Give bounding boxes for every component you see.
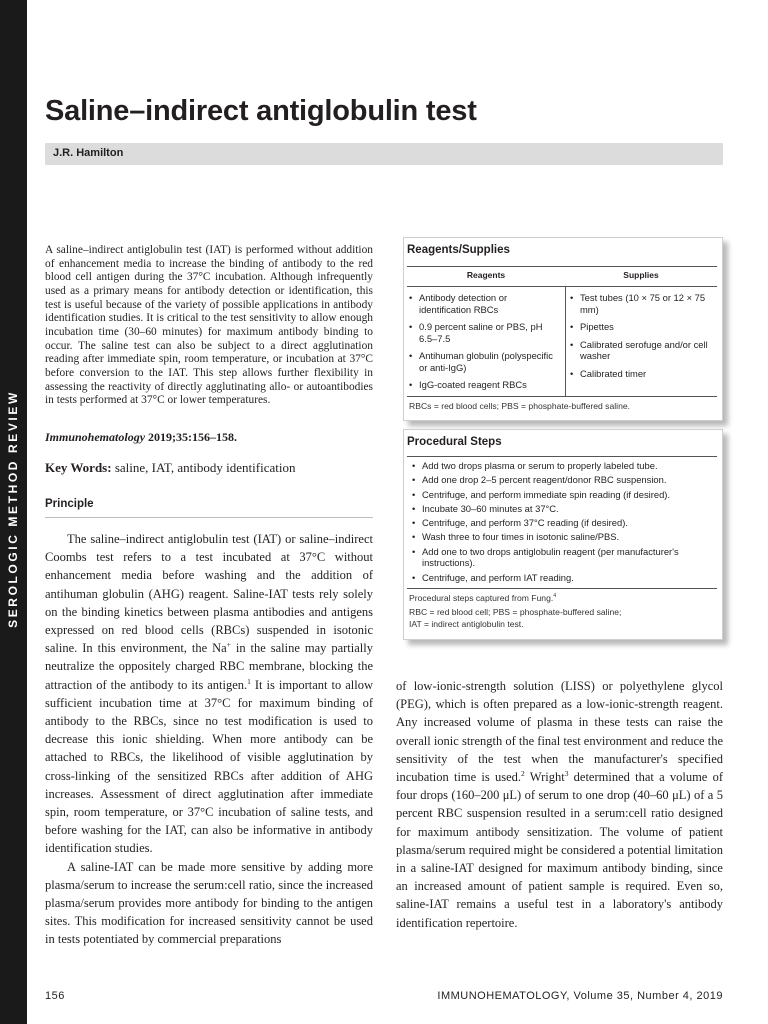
keywords-label: Key Words: <box>45 460 112 475</box>
principle-body-right <box>396 677 723 932</box>
procedural-steps-box <box>403 429 723 640</box>
citation <box>45 430 373 445</box>
page-number: 156 <box>45 990 65 1002</box>
col-header-supplies: Supplies <box>623 270 659 280</box>
list-item: • Add one drop 2–5 percent reagent/donor RBC suspension. <box>412 474 712 486</box>
sodium-charge-sup: + <box>226 640 231 650</box>
table-bottom-rule <box>407 396 717 397</box>
list-item: • Pipettes <box>570 321 716 333</box>
list-item: • Add one to two drops antiglobulin reagent (per manufacturer's instructions). <box>412 546 712 569</box>
steps-top-rule <box>407 456 717 457</box>
list-item: • Antihuman globulin (polyspecific or anti-IgG) <box>409 350 559 373</box>
list-item: • Incubate 30–60 minutes at 37°C. <box>412 503 712 515</box>
list-item: • Test tubes (10 × 75 or 12 × 75 mm) <box>570 292 716 315</box>
ref-2: 2 <box>521 768 525 778</box>
reagents-supplies-box <box>403 237 723 421</box>
steps-footnote-source <box>409 593 556 604</box>
table-header-rule <box>407 286 717 287</box>
list-item: • Centrifuge, and perform 37°C reading (if desired). <box>412 517 712 529</box>
list-item: • Calibrated timer <box>570 368 716 380</box>
steps-bottom-rule <box>407 588 717 589</box>
reagents-list <box>409 292 559 391</box>
principle-body-left <box>45 530 373 949</box>
ref-3: 3 <box>564 768 569 778</box>
ref-1: 1 <box>247 676 251 686</box>
p1-text-c: It is important to allow sufficient incubation time at 37°C for maximum binding of antibody to the RBCs, since no test modification is used to decrease this ionic shielding. When more antibody can be attached to RBCs, the likelihood of visible agglutination by cross-linking of the sensitized RBCs after addition of AHG increases. Assessment of direct agglutination after immediate spin, room temperature, or 37°C incubation of saline tests, and before washing for the IAT, can also be informative in antibody identification studies. <box>45 677 374 856</box>
list-item: • 0.9 percent saline or PBS, pH 6.5–7.5 <box>409 321 559 344</box>
section-sidebar <box>0 0 27 1024</box>
principle-paragraph-2: A saline-IAT can be made more sensitive by adding more plasma/serum to increase the serum:cell ratio, since the increased plasma/serum provides more antibody for binding to the antigen sites. This modification for increased sensitivity cannot be used in tests potentiated by commercial preparations <box>45 859 373 947</box>
col-header-reagents: Reagents <box>466 270 506 280</box>
list-item: • IgG-coated reagent RBCs <box>409 379 559 391</box>
article-title: Saline–indirect antiglobulin test <box>45 95 477 127</box>
keywords-text: saline, IAT, antibody identification <box>114 460 296 475</box>
p1-text-b: in the saline may partially neutralize the oppositely charged RBC membrane, blocking the attraction of the antibody to its antigen. <box>45 641 373 692</box>
section-divider <box>45 517 373 518</box>
author-name: J.R. Hamilton <box>53 147 124 159</box>
citation-journal: Immunohematology <box>45 430 146 444</box>
section-heading-principle: Principle <box>45 498 94 510</box>
list-item: • Calibrated serofuge and/or cell washer <box>570 339 716 362</box>
steps-list <box>412 460 712 583</box>
p3-text-c: determined that a volume of four drops (160–200 μL) of serum to one drop (40–60 μL) of a 5 percent RBC suspension resulted in a serum:cell ratio designed for maximum antibody sensitization. The volume of patient plasma/serum required might be considered a potential limitation in a saline-IAT designed for maximum antibody binding, since an increased amount of patient sample is required. Even so, saline-IAT remains a useful test in a laboratory's antibody identification repertoire. <box>396 770 723 930</box>
ref-4: 4 <box>553 593 557 600</box>
abstract: A saline–indirect antiglobulin test (IAT) is performed without addition of enhancement media to increase the binding of antibody to the red blood cell antigen during the 37°C incubation. Although infrequently used as a primary means for antibody detection or identification, this test is useful because of the variety of possible applications in antibody identification studies. It is critical to the test sensitivity to allow enough incubation time (30–60 minutes) for maximum antibody binding to occur. The saline test can also be subject to a direct agglutination reading after immediate spin, room temperature, or incubation at 37°C before conversion to the IAT. This step allows further flexibility in assessing the reactivity of directly agglutinating allo- or autoantibodies in tests performed at 37°C or lower temperatures. <box>45 244 373 407</box>
steps-source-text: Procedural steps captured from Fung. <box>409 593 554 603</box>
list-item: • Centrifuge, and perform immediate spin reading (if desired). <box>412 489 712 501</box>
list-item: • Antibody detection or identification RBCs <box>409 292 559 315</box>
principle-paragraph-1 <box>45 530 373 858</box>
list-item: • Add two drops plasma or serum to properly labeled tube. <box>412 460 712 472</box>
list-item: • Wash three to four times in isotonic saline/PBS. <box>412 531 712 543</box>
supplies-list <box>570 292 716 379</box>
section-label: SEROLOGIC METHOD REVIEW <box>6 390 20 628</box>
reagents-box-title: Reagents/Supplies <box>407 244 510 256</box>
reagents-footnote: RBCs = red blood cells; PBS = phosphate-buffered saline. <box>409 401 631 411</box>
journal-footer: IMMUNOHEMATOLOGY, Volume 35, Number 4, 2019 <box>437 990 723 1002</box>
table-top-rule <box>407 266 717 267</box>
list-item: • Centrifuge, and perform IAT reading. <box>412 572 712 584</box>
steps-footnote-abbrev-1: RBC = red blood cell; PBS = phosphate-buffered saline; <box>409 607 622 617</box>
p1-text-a: The saline–indirect antiglobulin test (IAT) or saline–indirect Coombs test refers to a test incubated at 37°C without enhancement media before washing and the addition of antihuman globulin (AHG) reagent. Saline-IAT tests rely solely on the binding kinetics between plasma antibodies and antigens expressed on red blood cells (RBCs) suspended in isotonic saline. In this environment, the Na <box>45 532 373 656</box>
p3-text-b: Wright <box>524 770 565 785</box>
steps-box-title: Procedural Steps <box>407 436 502 448</box>
keywords <box>45 460 373 476</box>
table-column-divider <box>565 286 566 396</box>
p3-text-a: of low-ionic-strength solution (LISS) or polyethylene glycol (PEG), which is often prepared as a low-ionic-strength reagent. Any increased volume of plasma in these tests can raise the overall ionic strength of the final test environment and reduce the sensitivity of the test when the manufacturer's specified incubation time is used. <box>396 679 723 785</box>
steps-footnote-abbrev-2: IAT = indirect antiglobulin test. <box>409 619 524 629</box>
citation-ref: 2019;35:156–158. <box>148 430 238 444</box>
author-bar <box>45 143 723 165</box>
